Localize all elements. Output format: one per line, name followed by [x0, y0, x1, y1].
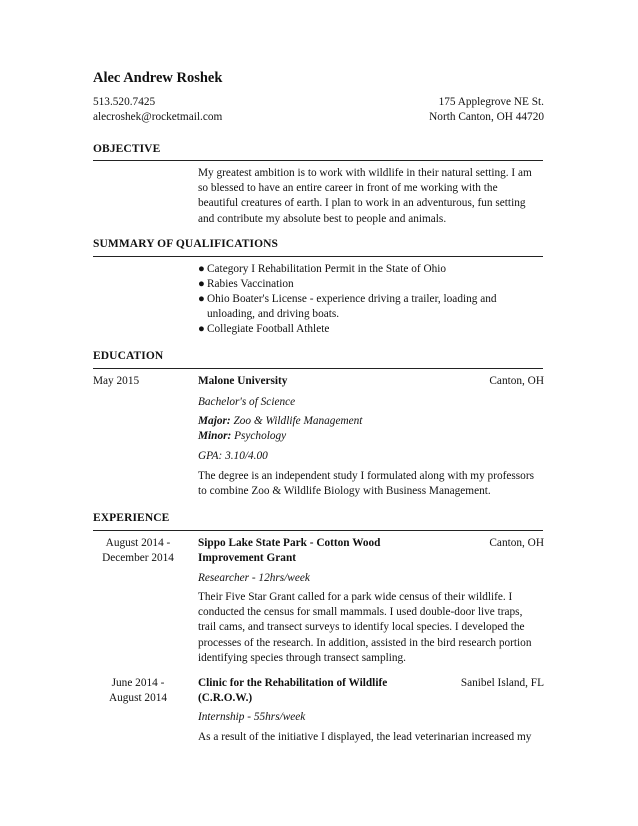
list-item: ● Rabies Vaccination [198, 278, 294, 290]
list-item: ● Ohio Boater's License - experience driving a trailer, loading and unloading, and driving boats. [198, 293, 497, 320]
section-divider [93, 368, 543, 369]
school-name: Malone University [198, 375, 288, 387]
school-location: Canton, OH [489, 375, 544, 387]
job-entry [198, 536, 544, 566]
bullet-icon: ● [198, 323, 205, 335]
job-date: June 2014 - August 2014 [108, 677, 168, 704]
bullet-icon: ● [198, 263, 205, 275]
job-location: Sanibel Island, FL [460, 677, 544, 689]
qualifications-list [198, 262, 544, 337]
phone: 513.520.7425 [93, 96, 156, 108]
section-divider [93, 256, 543, 257]
section-divider [93, 530, 543, 531]
job-role: Researcher - 12hrs/week [198, 572, 310, 584]
address-line-2: North Canton, OH 44720 [429, 111, 544, 123]
major: Major: Zoo & Wildlife Management [198, 415, 363, 427]
job-description: Their Five Star Grant called for a park wide census of their wildlife. I conducted the census for small mammals. I used double-door live traps, trail cams, and transect surveys to identify local species. I developed the processes of the research. In addition, assisted in the bird research portion identifying species through transect sampling. [198, 591, 532, 664]
gpa: GPA: 3.10/4.00 [198, 450, 268, 462]
address-line-1: 175 Applegrove NE St. [438, 96, 544, 108]
job-date: August 2014 - December 2014 [102, 537, 174, 564]
job-entry [198, 676, 544, 706]
email: alecroshek@rocketmail.com [93, 111, 223, 123]
list-item: ● Collegiate Football Athlete [198, 323, 330, 335]
experience-heading: EXPERIENCE [93, 512, 170, 524]
education-entry [198, 375, 544, 387]
qualifications-heading: SUMMARY OF QUALIFICATIONS [93, 238, 279, 250]
minor: Minor: Psychology [198, 430, 287, 442]
education-heading: EDUCATION [93, 350, 164, 362]
job-organization: Sippo Lake State Park - Cotton Wood Improvement Grant [198, 537, 381, 564]
list-item: ● Category I Rehabilitation Permit in the State of Ohio [198, 263, 447, 275]
job-role: Internship - 55hrs/week [198, 711, 306, 723]
bullet-icon: ● [198, 293, 205, 305]
objective-text: My greatest ambition is to work with wildlife in their natural setting. I am so blessed to have an entire career in front of me working with the beautiful creatures of earth. I plan to work in an adventurous, fun setting and contribute my absolute best to people and animals. [198, 167, 532, 225]
degree: Bachelor's of Science [198, 396, 296, 408]
bullet-icon: ● [198, 278, 205, 290]
education-date: May 2015 [93, 375, 140, 387]
section-divider [93, 160, 543, 161]
candidate-name: Alec Andrew Roshek [93, 70, 223, 86]
job-organization: Clinic for the Rehabilitation of Wildlife (C.R.O.W.) [198, 677, 388, 704]
job-description: As a result of the initiative I displayed, the lead veterinarian increased my [198, 731, 532, 743]
job-location: Canton, OH [489, 537, 544, 549]
education-description: The degree is an independent study I formulated along with my professors to combine Zoo & Wildlife Biology with Business Management. [198, 470, 534, 498]
objective-heading: OBJECTIVE [93, 143, 161, 155]
